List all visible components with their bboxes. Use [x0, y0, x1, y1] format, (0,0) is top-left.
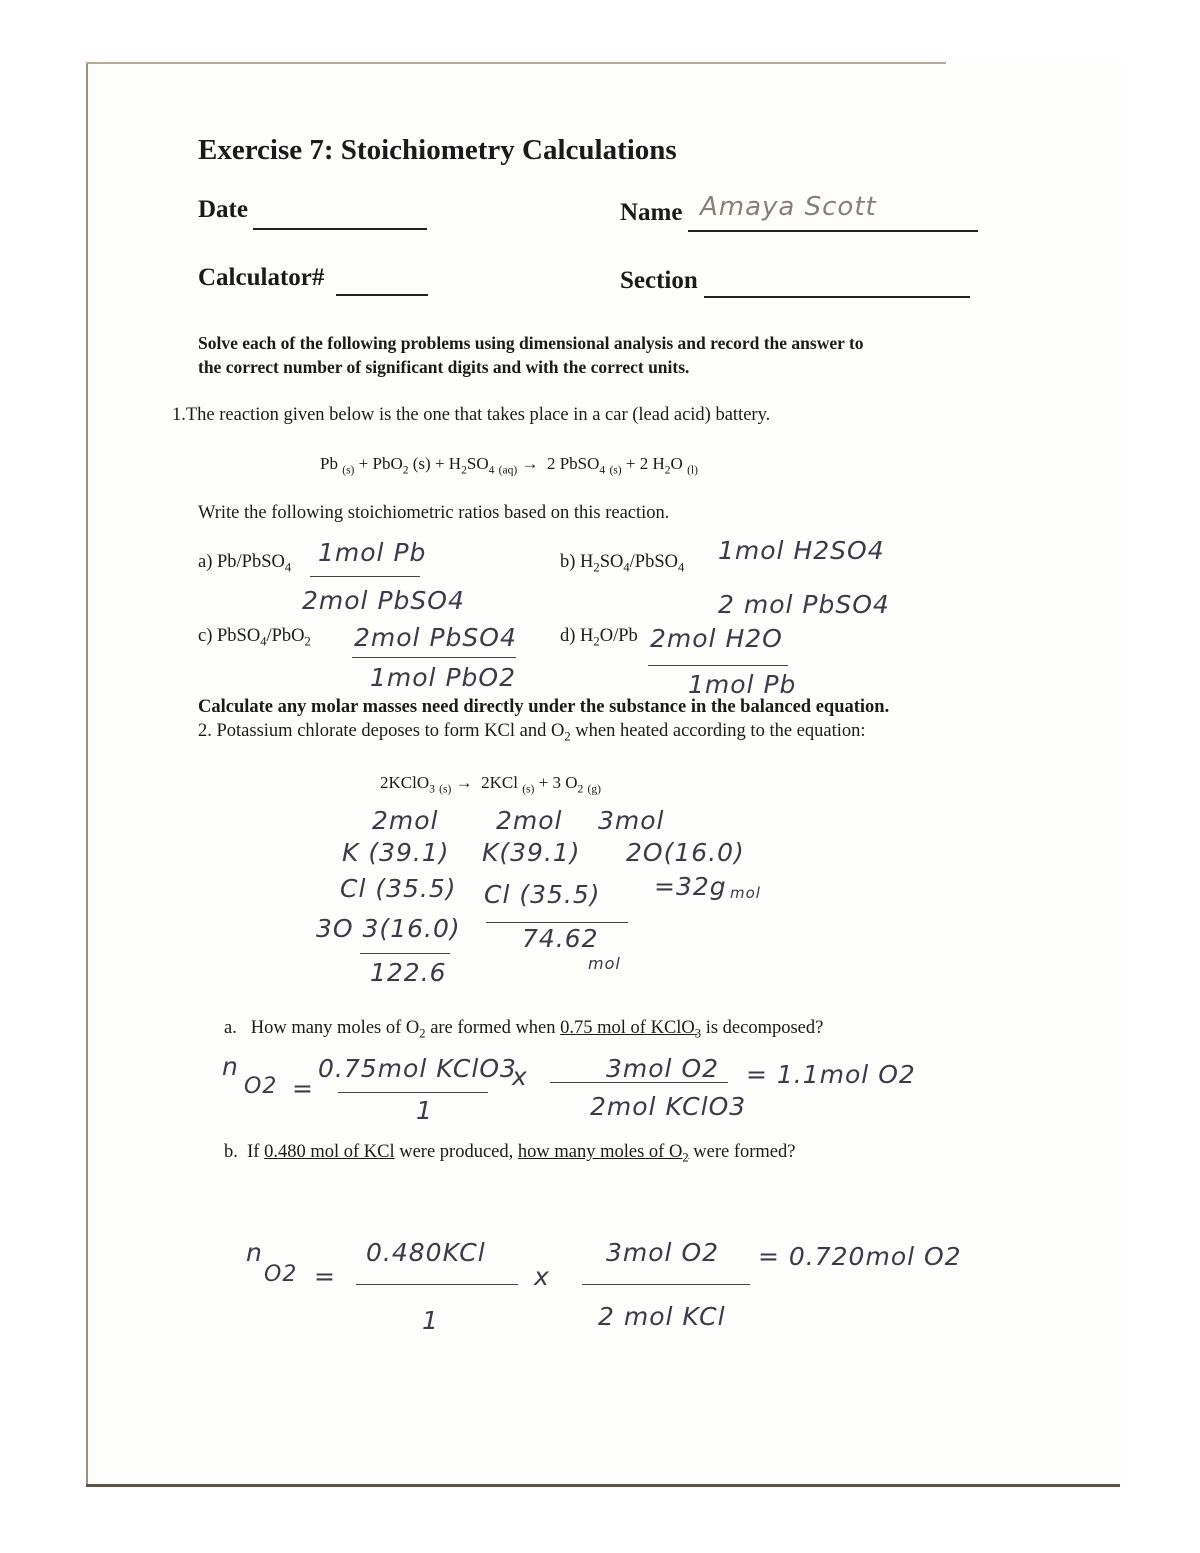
q2a-numerator-1: 0.75mol KClO3 — [318, 1054, 517, 1083]
ratio-b-label: b) $H_2SO_4/PbSO_4$ — [560, 552, 685, 575]
q1-prompt: 1.The reaction given below is the one that takes place in a car (lead acid) battery. — [172, 405, 771, 425]
q2b-denominator-1: 1 — [422, 1306, 439, 1335]
q2b-denominator-2: 2 mol KCl — [598, 1302, 726, 1331]
ratio-b-numerator: 1mol H2SO4 — [718, 536, 885, 565]
q2b-result: = 0.720mol O2 — [758, 1242, 962, 1271]
ratio-d-numerator: 2mol H2O — [650, 624, 783, 653]
kcl-k-mass: K(39.1) — [482, 838, 581, 867]
q2b-work-n: n — [246, 1238, 263, 1267]
ratio-a-denominator: 2mol PbSO4 — [302, 586, 465, 615]
instructions-line-2: the correct number of significant digits and with the correct units. — [198, 357, 690, 377]
ratio-a-numerator: 1mol Pb — [318, 538, 427, 567]
q2b-numerator-2: 3mol O2 — [606, 1238, 720, 1267]
ratio-c-numerator: 2mol PbSO4 — [354, 623, 517, 652]
ratio-c-fraction-bar — [352, 657, 516, 658]
o2-moles: 3mol — [598, 806, 665, 835]
ratio-d-label: d) $H_2O/Pb$ — [560, 626, 638, 649]
kclo3-molar-mass: 122.6 — [370, 958, 447, 987]
q2b-times: x — [534, 1262, 550, 1291]
kclo3-k-mass: K (39.1) — [342, 838, 450, 867]
kclo3-o-mass: 3O 3(16.0) — [316, 914, 461, 943]
o2-o-mass: 2O(16.0) — [626, 838, 745, 867]
calculator-label: Calculator# — [198, 264, 325, 291]
q2a-question: a. How many moles of $O_2$ are formed when 0.75 mol of KClO$_3$ is decomposed? — [224, 1018, 824, 1041]
ratio-a-fraction-bar — [310, 576, 420, 577]
q2b-work-o2: O2 — [264, 1262, 298, 1287]
worksheet-title: Exercise 7: Stoichiometry Calculations — [198, 134, 677, 166]
q2a-work-n: n — [222, 1052, 239, 1081]
molar-mass-instruction: Calculate any molar masses need directly under the substance in the balanced equation. — [198, 697, 890, 717]
kclo3-cl-mass: Cl (35.5) — [340, 874, 457, 903]
name-label: Name — [620, 199, 683, 226]
ratio-d-denominator: 1mol Pb — [688, 670, 797, 699]
q2b-numerator-1: 0.480KCl — [366, 1238, 486, 1267]
q2a-denominator-2: 2mol KClO3 — [590, 1092, 747, 1121]
q1-ratios-intro: Write the following stoichiometric ratios based on this reaction. — [198, 503, 670, 523]
name-field-line — [688, 230, 978, 232]
paper-top-edge — [86, 62, 946, 64]
ratio-d-fraction-bar — [648, 665, 788, 666]
q2a-times: x — [512, 1062, 528, 1091]
q2a-denominator-1: 1 — [416, 1096, 433, 1125]
section-field-line — [704, 296, 970, 298]
ratio-c-label: c) PbSO$_4$/PbO$_2$ — [198, 626, 311, 649]
q2b-work-equals: = — [314, 1262, 336, 1291]
q1-equation: Pb $_{(s)}$ + PbO$_2$ $(s) + H_2SO_4$ $_{(aq)}$ → 2 PbSO$_4$ $_{(s)}$ + 2 $H_2O$ $_{(l)}$ — [320, 454, 698, 477]
calculator-field-line — [336, 294, 428, 296]
q2-equation: 2KClO$_3$ $_{(s)}$ → 2KCl $_{(s)}$ + 3 $O_2$ $_{(g)}$ — [380, 773, 601, 796]
q2a-result: = 1.1mol O2 — [746, 1060, 916, 1089]
kclo3-sum-line — [360, 953, 450, 954]
q2a-work-equals: = — [292, 1074, 314, 1103]
ratio-c-denominator: 1mol PbO2 — [370, 663, 516, 692]
kcl-molar-mass: 74.62 — [522, 924, 599, 953]
ratio-b-denominator: 2 mol PbSO4 — [718, 590, 890, 619]
o2-molar-mass-unit: mol — [730, 884, 761, 902]
q2a-fraction-bar-1 — [338, 1092, 488, 1093]
kclo3-moles: 2mol — [372, 806, 439, 835]
date-field-line — [253, 228, 427, 230]
paper-bottom-edge — [86, 1484, 1120, 1487]
q2a-work-o2: O2 — [244, 1074, 278, 1099]
q2a-fraction-bar-2 — [550, 1082, 728, 1083]
q2b-fraction-bar-1 — [356, 1284, 518, 1285]
date-label: Date — [198, 196, 248, 223]
q2-prompt: 2. Potassium chlorate deposes to form KCl and $O_2$ when heated according to the equation: — [198, 721, 866, 744]
q2b-question: b. If 0.480 mol of KCl were produced, how many moles of $O_2$ were formed? — [224, 1142, 796, 1165]
kcl-moles: 2mol — [496, 806, 563, 835]
q2b-fraction-bar-2 — [582, 1284, 750, 1285]
ratio-a-label: a) Pb/PbSO$_4$ — [198, 552, 292, 575]
kcl-molar-mass-unit: mol — [588, 954, 621, 973]
kcl-sum-line — [486, 922, 628, 923]
kcl-cl-mass: Cl (35.5) — [484, 880, 601, 909]
o2-molar-mass: =32g — [654, 872, 727, 901]
section-label: Section — [620, 267, 698, 294]
name-handwritten: Amaya Scott — [700, 192, 877, 222]
q2a-numerator-2: 3mol O2 — [606, 1054, 720, 1083]
instructions-line-1: Solve each of the following problems using dimensional analysis and record the answer to — [198, 333, 864, 353]
